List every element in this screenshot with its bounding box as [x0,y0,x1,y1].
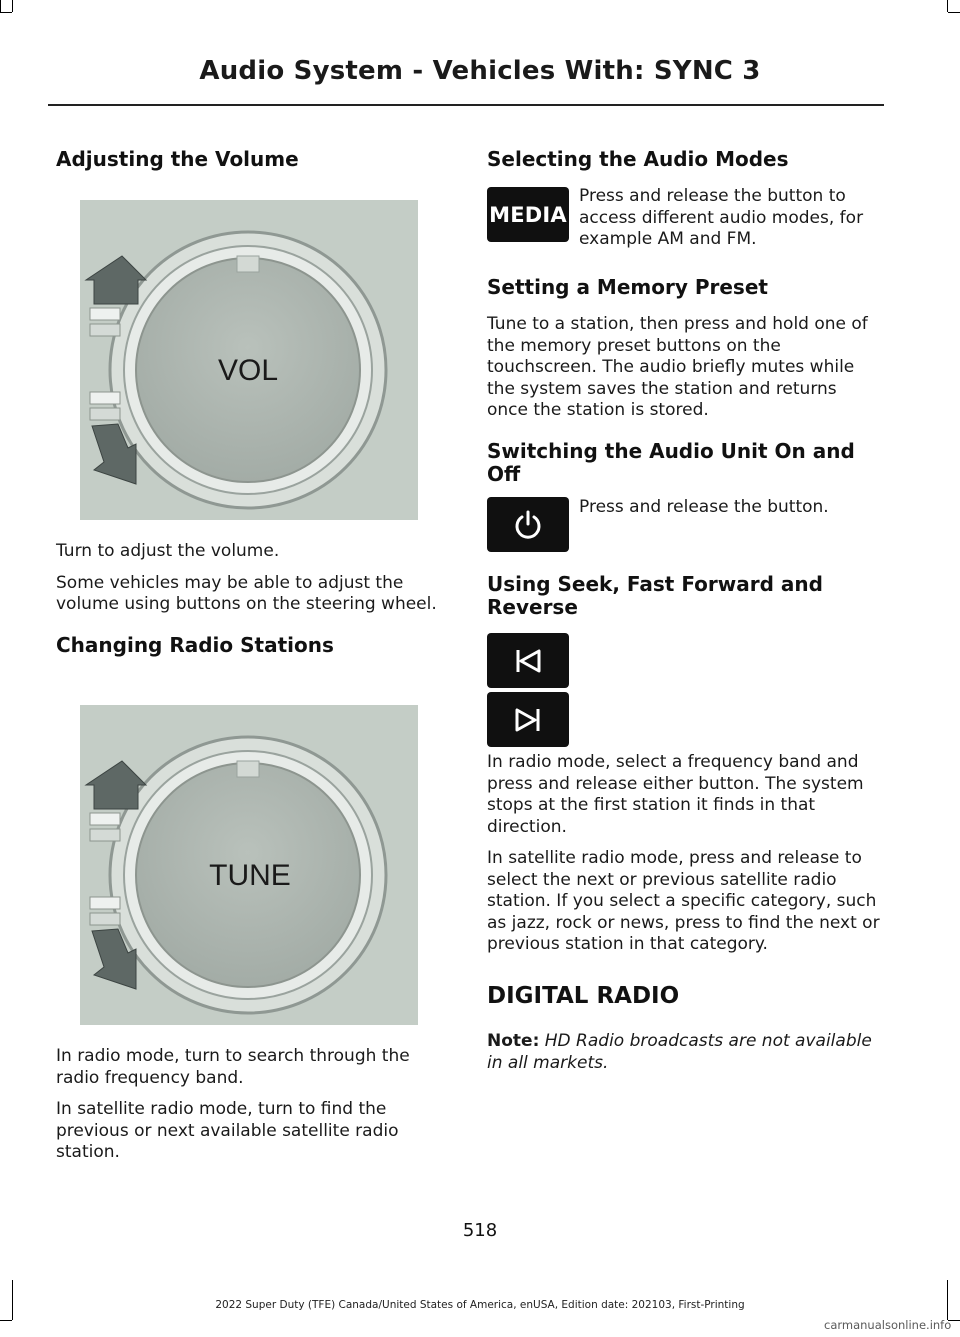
section-heading: Setting a Memory Preset [487,275,768,299]
section-heading: DIGITAL RADIO [487,983,680,1009]
media-button-label: MEDIA [489,202,567,227]
header-divider [48,104,884,106]
section-heading: Using Seek, Fast Forward and Reverse [487,572,823,619]
tune-knob-figure [80,705,418,1025]
crop-mark [12,0,13,12]
volume-text [56,541,440,657]
section-preset [487,276,882,486]
crop-mark [947,0,948,12]
watermark: carmanualsonline.info [824,1318,952,1332]
section-heading: Selecting the Audio Modes [487,147,789,171]
paragraph: Tune to a station, then press and hold one of the memory preset buttons on the touchscreen. The audio briefly mutes while the system saves the station and returns once the station is stored. [487,314,868,420]
section-heading: Changing Radio Stations [56,632,334,657]
section-digital [487,983,882,1074]
note [487,1031,882,1074]
crop-mark [0,12,12,13]
crop-mark [948,12,960,13]
paragraph: Turn to adjust the volume. [56,541,280,561]
crop-mark [0,0,1,12]
paragraph: Press and release the button. [579,497,829,517]
power-icon [487,497,569,552]
section-heading: Switching the Audio Unit On and Off [487,438,855,486]
page-number: 518 [462,1220,498,1241]
note-text: HD Radio broadcasts are not available in all markets. [487,1031,872,1073]
section-modes [487,148,887,171]
paragraph: In satellite radio mode, press and release to select the next or previous satellite radio station. If you select a specific category, such as jazz, rock or news, press to find the next or previous station in that category. [487,848,880,954]
volume-knob-figure [80,200,418,520]
media-button-icon [487,187,569,242]
knob-label: TUNE [209,859,291,892]
seek-next-icon [487,692,569,747]
paragraph: In radio mode, turn to search through the radio frequency band. [56,1046,410,1088]
seek-text [487,752,882,956]
seek-previous-icon [487,633,569,688]
page-title: Audio System - Vehicles With: SYNC 3 [199,56,761,86]
paragraph: In radio mode, select a frequency band and press and release either button. The system stops at the first station it finds in that direction. [487,752,864,837]
paragraph: In satellite radio mode, turn to find the previous or next available satellite radio station. [56,1099,399,1162]
paragraph: Some vehicles may be able to adjust the volume using buttons on the steering wheel. [56,572,437,614]
section-heading: Adjusting the Volume [56,147,299,171]
note-label: Note: [487,1031,540,1051]
stations-text [56,1046,440,1164]
section-volume [56,148,440,171]
footer-edition: 2022 Super Duty (TFE) Canada/United States of America, enUSA, Edition date: 202103, First-Printing [215,1299,745,1311]
crop-mark [0,1320,12,1321]
knob-label: VOL [217,354,279,387]
section-seek [487,573,882,619]
power-text [579,497,879,519]
modes-text [579,186,879,251]
paragraph: Press and release the button to access different audio modes, for example AM and FM. [579,186,864,249]
